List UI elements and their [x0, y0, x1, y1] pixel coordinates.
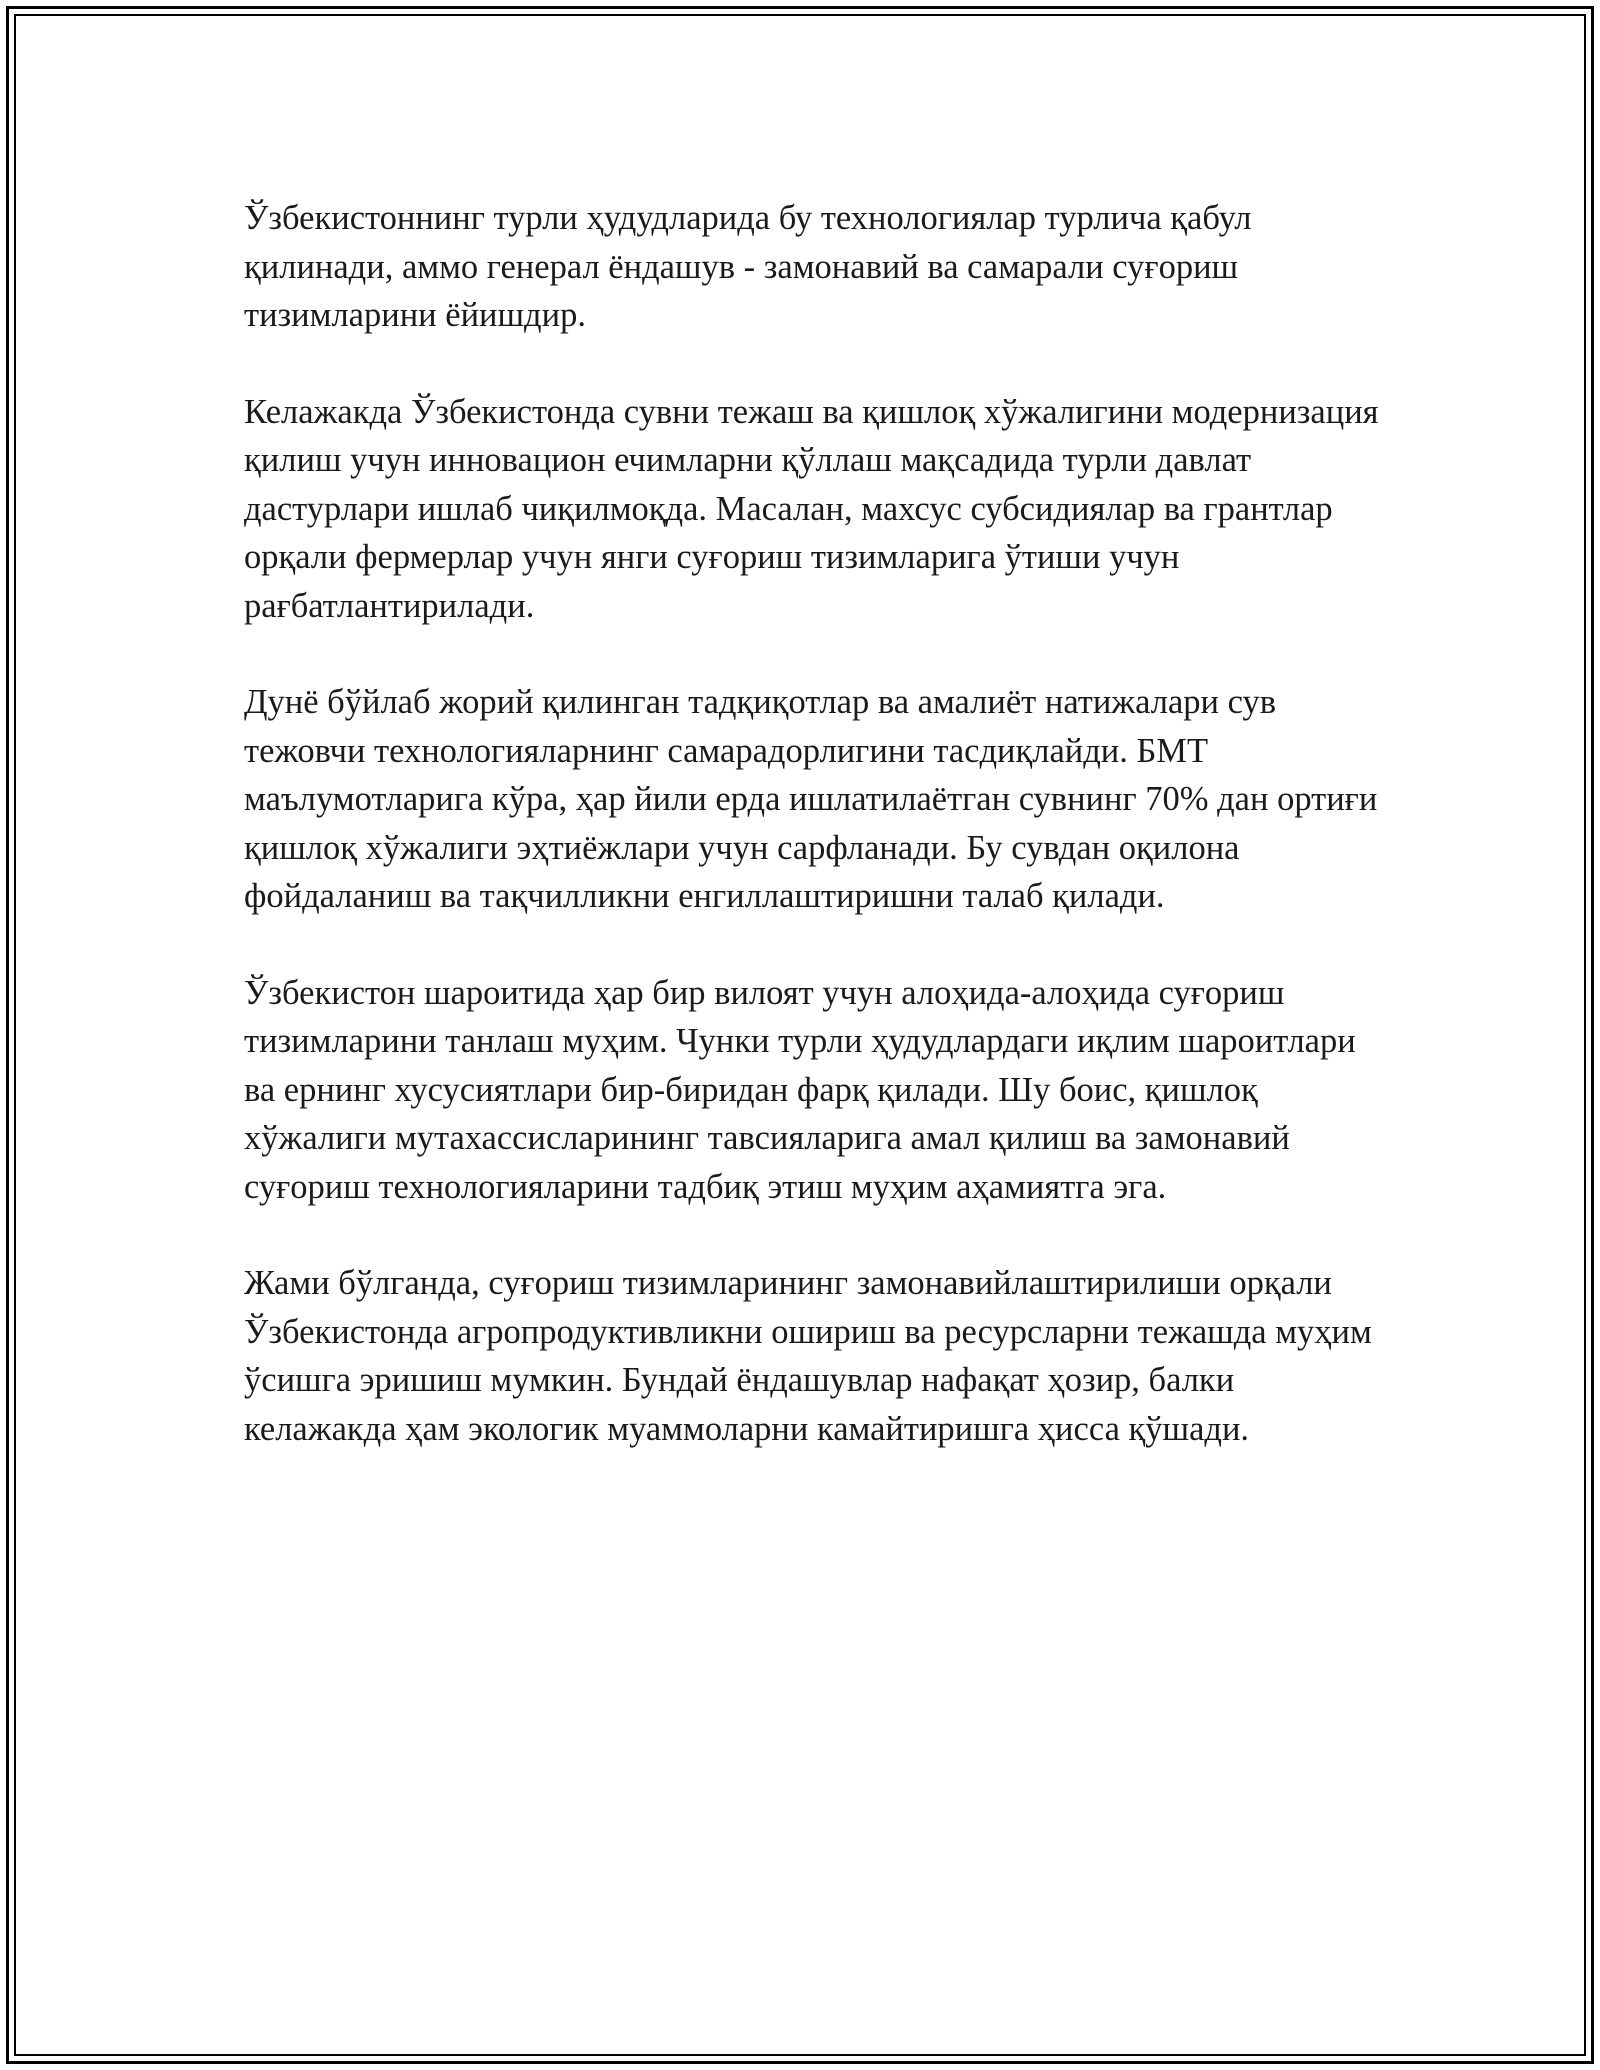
- paragraph-2: Келажакда Ўзбекистонда сувни тежаш ва қишлоқ хўжалигини модернизация қилиш учун инновацион ечимларни қўллаш мақсадида турли давлат дастурлари ишлаб чиқилмоқда. Масалан, махсус субсидиялар ва грантлар орқали фермерлар учун янги суғориш тизимларига ўтиши учун рағбатлантирилади.: [244, 392, 1379, 625]
- page-border: [6, 6, 1594, 2064]
- paragraph-1: Ўзбекистоннинг турли ҳудудларида бу технологиялар турлича қабул қилинади, аммо генерал ёндашув - замонавий ва самарали суғориш тизимларини ёйишдир.: [244, 199, 1252, 334]
- paragraph-5: Жами бўлганда, суғориш тизимларининг замонавийлаштирилиши орқали Ўзбекистонда агропродуктивликни ошириш ва ресурсларни тежашда муҳим ўсишга эришиш мумкин. Бундай ёндашувлар нафақат ҳозир, балки келажакда ҳам экологик муаммоларни камайтиришга ҳисса қўшади.: [244, 1264, 1372, 1448]
- paragraph-3: Дунё бўйлаб жорий қилинган тадқиқотлар ва амалиёт натижалари сув тежовчи технологияларнинг самарадорлигини тасдиқлайди. БМТ маълумотларига кўра, ҳар йили ерда ишлатилаётган сувнинг 70% дан ортиғи қишлоқ хўжалиги эҳтиёжлари учун сарфланади. Бу сувдан оқилона фойдаланиш ва тақчилликни енгиллаштиришни талаб қилади.: [244, 683, 1378, 915]
- document-body: [244, 194, 1379, 1501]
- paragraph-4: Ўзбекистон шароитида ҳар бир вилоят учун алоҳида-алоҳида суғориш тизимларини танлаш муҳим. Чунки турли ҳудудлардаги иқлим шароитлари ва ернинг хусусиятлари бир-биридан фарқ қилади. Шу боис, қишлоқ хўжалиги мутахассисларининг тавсияларига амал қилиш ва замонавий суғориш технологияларини тадбиқ этиш муҳим аҳамиятга эга.: [244, 973, 1356, 1206]
